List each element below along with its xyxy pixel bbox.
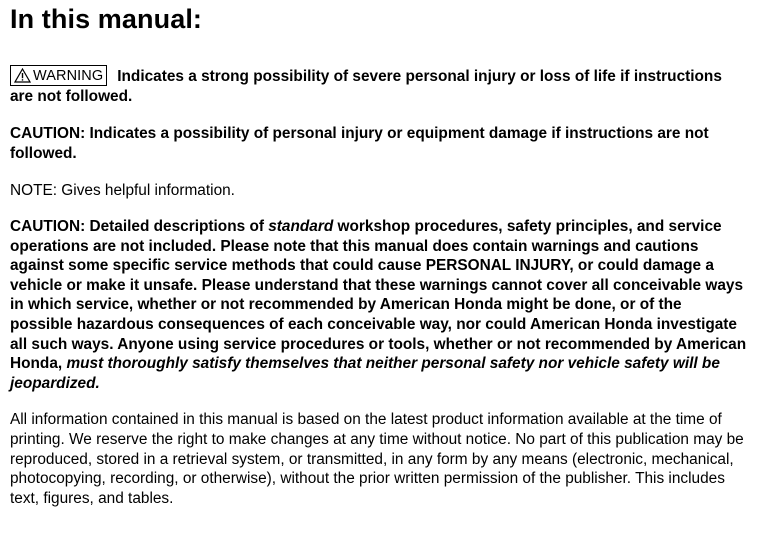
caution-long-part2: workshop procedures, safety principles, and service operations are not included. Please note that this manual does contain warnings and cautions against some specific service methods that could cause PERSONAL INJURY, or could damage a vehicle or make it unsafe. Please understand that these warnings cannot cover all conceivable ways in which service, whether or not recommended by American Honda might be done, or of the possible hazardous consequences of each conceivable way, nor could American Honda investigate all such ways. Anyone using service procedures or tools, whether or not recommended by American Honda, xyxy=(10,217,747,373)
caution-short-paragraph: CAUTION: Indicates a possibility of personal injury or equipment damage if instructions are not followed. xyxy=(10,125,709,162)
warning-text: Indicates a strong possibility of severe personal injury or loss of life if instructions are not followed. xyxy=(10,68,722,105)
copyright-notice-paragraph: All information contained in this manual is based on the latest product information available at the time of printing. We reserve the right to make changes at any time without notice. No part of this publication may be reproduced, stored in a retrieval system, or transmitted, in any form by any means (electronic, mechanical, photocopying, recording, or otherwise), without the prior written permission of the publisher. This includes text, figures, and tables. xyxy=(10,411,744,507)
warning-label-box xyxy=(10,65,107,86)
caution-long-paragraph xyxy=(10,217,748,393)
page-title: In this manual: xyxy=(10,4,203,34)
note-paragraph: NOTE: Gives helpful information. xyxy=(10,182,235,200)
caution-long-part1: CAUTION: Detailed descriptions of xyxy=(10,217,269,235)
warning-label: WARNING xyxy=(33,68,104,84)
caution-long-emphasis-safety: must thoroughly satisfy themselves that neither personal safety nor vehicle safety will be jeopardized. xyxy=(10,355,720,392)
warning-triangle-icon xyxy=(14,68,31,83)
caution-long-emphasis-standard: standard xyxy=(268,217,334,235)
warning-paragraph xyxy=(10,65,748,106)
